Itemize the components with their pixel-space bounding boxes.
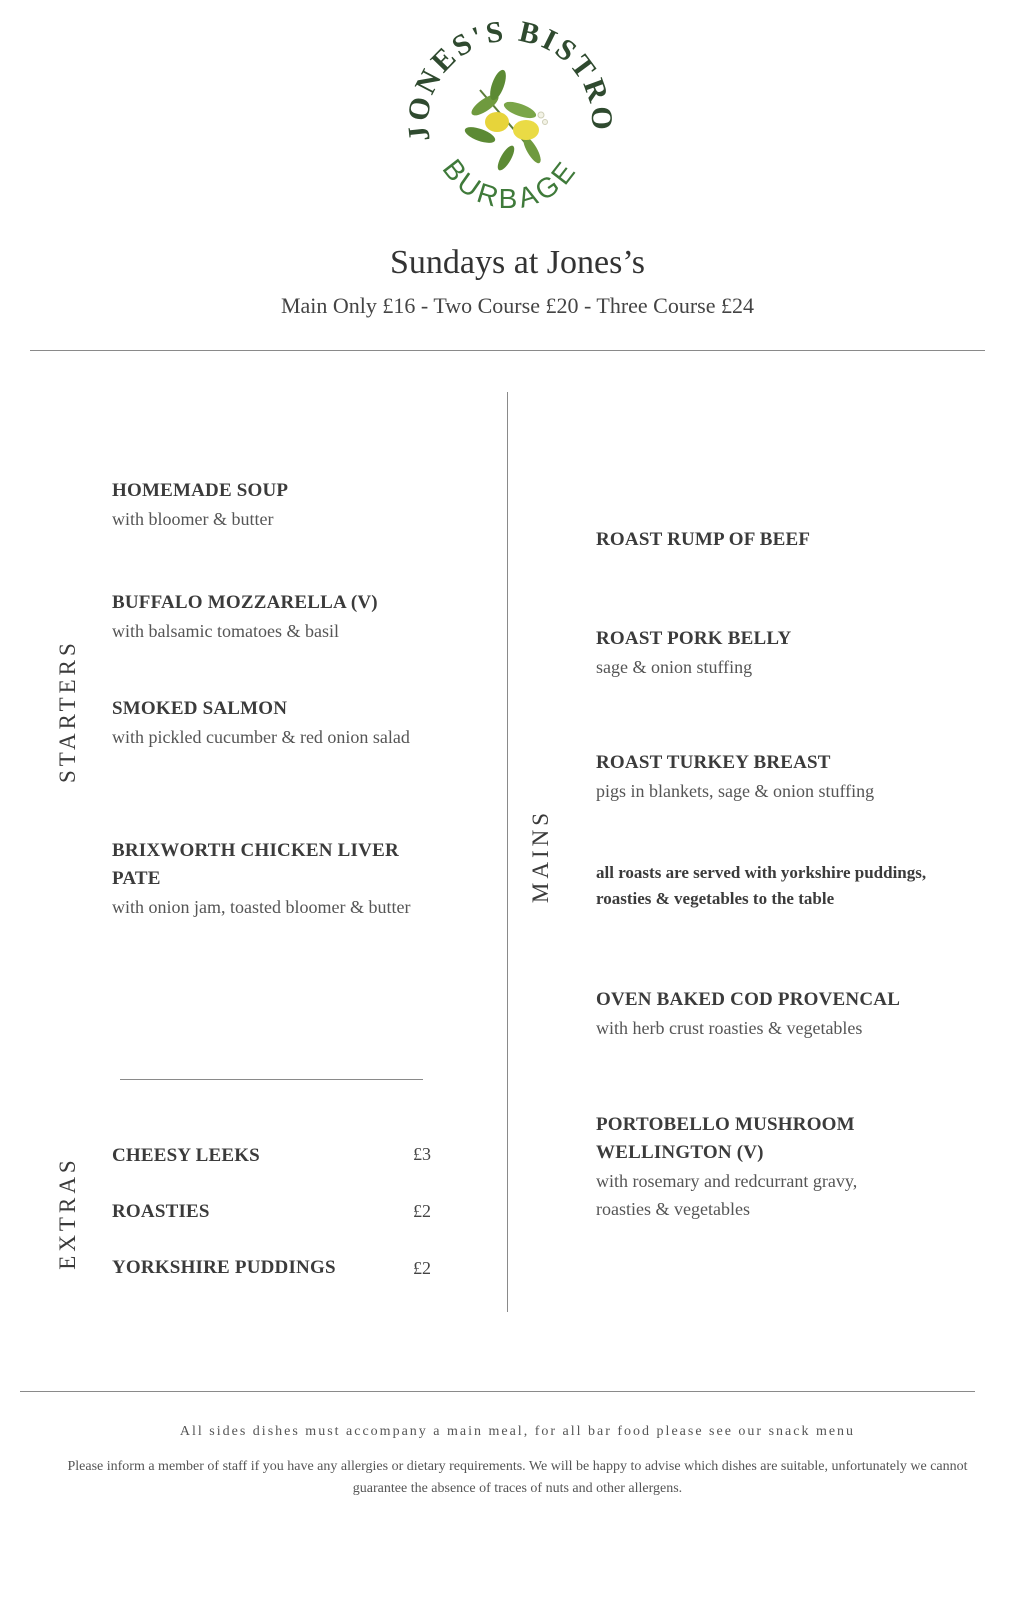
starter-desc: with onion jam, toasted bloomer & butter bbox=[112, 897, 411, 917]
extra-name: ROASTIES bbox=[112, 1201, 210, 1222]
main-desc: with rosemary and redcurrant gravy, roasties & vegetables bbox=[596, 1171, 858, 1219]
starter-item bbox=[112, 837, 432, 921]
main-item bbox=[596, 749, 976, 805]
main-item bbox=[596, 625, 976, 681]
extra-name: YORKSHIRE PUDDINGS bbox=[112, 1257, 336, 1278]
main-item bbox=[596, 1111, 916, 1223]
logo-name: JONES'S BISTRO bbox=[401, 14, 619, 143]
mains-label: MAINS bbox=[528, 808, 553, 904]
main-name: ROAST RUMP OF BEEF bbox=[596, 529, 811, 550]
main-name: ROAST PORK BELLY bbox=[596, 628, 792, 649]
extras-label: EXTRAS bbox=[55, 1156, 80, 1270]
column-divider bbox=[507, 392, 508, 1312]
header-divider bbox=[30, 350, 985, 351]
bistro-logo bbox=[400, 10, 620, 230]
starter-desc: with balsamic tomatoes & basil bbox=[112, 621, 339, 641]
extra-name: CHEESY LEEKS bbox=[112, 1145, 260, 1166]
extra-price: £2 bbox=[413, 1201, 431, 1221]
lemon-sprig-icon bbox=[463, 68, 548, 173]
main-desc: sage & onion stuffing bbox=[596, 657, 753, 677]
starter-desc: with pickled cucumber & red onion salad bbox=[112, 727, 410, 747]
extra-price: £2 bbox=[413, 1258, 431, 1278]
logo-location: BURBAGE bbox=[436, 153, 584, 215]
starter-name: HOMEMADE SOUP bbox=[112, 480, 289, 501]
main-desc: pigs in blankets, sage & onion stuffing bbox=[596, 781, 875, 801]
main-item bbox=[596, 986, 976, 1042]
pricing-line: Main Only £16 - Two Course £20 - Three Course £24 bbox=[280, 293, 755, 318]
starter-item bbox=[112, 477, 452, 533]
menu-title: Sundays at Jones’s bbox=[390, 244, 645, 281]
sides-notice: All sides dishes must accompany a main meal, for all bar food please see our snack menu bbox=[179, 1424, 856, 1439]
extras-divider bbox=[120, 1079, 423, 1080]
starter-item bbox=[112, 695, 417, 751]
starters-label: STARTERS bbox=[55, 639, 80, 783]
starter-desc: with bloomer & butter bbox=[112, 509, 274, 529]
footer-divider bbox=[20, 1391, 975, 1392]
allergen-notice: Please inform a member of staff if you have any allergies or dietary requirements. We will be happy to advise which dishes are suitable, unfortunately we cannot guarantee the absence of traces of nuts and other allergens. bbox=[67, 1459, 968, 1496]
main-item bbox=[596, 526, 976, 554]
main-name: PORTOBELLO MUSHROOM WELLINGTON (V) bbox=[596, 1114, 855, 1163]
starter-name: BUFFALO MOZZARELLA (V) bbox=[112, 592, 378, 613]
starter-item bbox=[112, 589, 452, 645]
main-name: ROAST TURKEY BREAST bbox=[596, 752, 831, 773]
starter-name: BRIXWORTH CHICKEN LIVER PATE bbox=[112, 840, 399, 889]
starter-name: SMOKED SALMON bbox=[112, 698, 288, 719]
extra-price: £3 bbox=[413, 1144, 431, 1164]
main-name: OVEN BAKED COD PROVENCAL bbox=[596, 989, 901, 1010]
roast-note: all roasts are served with yorkshire puddings, roasties & vegetables to the table bbox=[596, 863, 927, 908]
main-desc: with herb crust roasties & vegetables bbox=[596, 1018, 863, 1038]
